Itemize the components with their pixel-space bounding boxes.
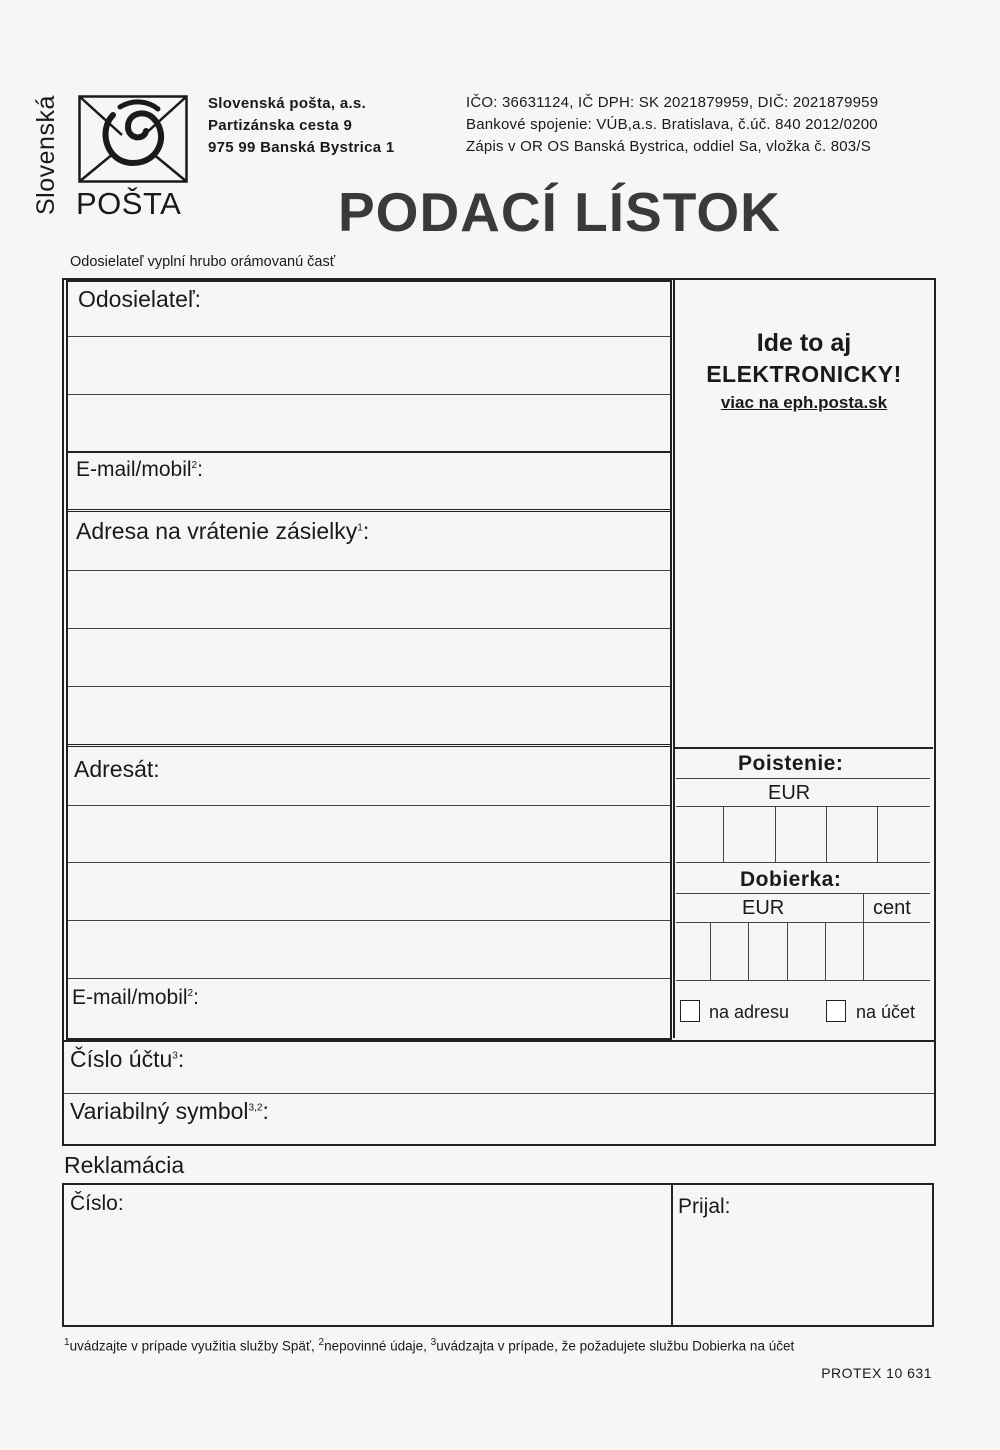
posthorn-logo-icon (78, 95, 188, 183)
company-address (208, 93, 395, 159)
complaint-heading: Reklamácia (64, 1152, 185, 1178)
cod-label: Dobierka: (740, 868, 842, 891)
sender-line-3 (68, 451, 670, 453)
fill-instruction: Odosielateľ vyplní hrubo orámovanú časť (70, 254, 336, 270)
cod-to-address-label: na adresu (709, 1002, 790, 1022)
return-line-1 (68, 570, 670, 571)
addressee-line-3 (68, 920, 670, 921)
complaint-box (62, 1183, 934, 1327)
promo-link[interactable]: viac na eph.posta.sk (720, 393, 888, 412)
cod-bottom-line (676, 980, 930, 981)
cod-cell-4 (825, 922, 826, 980)
cod-label-line (676, 893, 930, 894)
account-top-line (64, 1040, 934, 1042)
insurance-cell-1 (723, 806, 724, 862)
company-street: Partizánska cesta 9 (208, 117, 353, 134)
cod-to-account-checkbox[interactable] (826, 1000, 846, 1022)
cod-cents: cent (873, 897, 911, 919)
cod-to-address-checkbox[interactable] (680, 1000, 700, 1022)
footnotes: $^1$uvádzajte v prípade využitia služby Späť, $^2$nepovinné údaje, $^3$uvádzajta v prípade, že požadujete službu Dobierka na účet (64, 1337, 795, 1354)
cod-cell-1 (710, 922, 711, 980)
page-title: PODACÍ LÍSTOK (338, 181, 781, 243)
sender-line-1 (68, 336, 670, 337)
complaint-received-label: Prijal: (678, 1195, 731, 1218)
insurance-cell-4 (877, 806, 878, 862)
cod-to-account-label: na účet (856, 1002, 916, 1022)
return-line-2 (68, 628, 670, 629)
cod-cents-divider (863, 893, 864, 923)
cod-cell-3 (787, 922, 788, 980)
insurance-bottom-line (676, 862, 930, 863)
promo-line-2: ELEKTRONICKY! (706, 361, 902, 387)
sender-label: Odosielateľ: (78, 286, 202, 312)
company-name: Slovenská pošta, a.s. (208, 95, 367, 112)
sender-line-2 (68, 394, 670, 395)
company-city: 975 99 Banská Bystrica 1 (208, 139, 395, 156)
cod-currency: EUR (742, 897, 785, 919)
insurance-label-line (676, 778, 930, 779)
addressee-line-1 (68, 805, 670, 806)
promo-line-1: Ide to aj (756, 329, 852, 357)
account-bottom-line (64, 1093, 934, 1094)
addressee-line-4 (68, 978, 670, 979)
registration-line-1: IČO: 36631124, IČ DPH: SK 2021879959, DIČ: 2021879959 (466, 94, 879, 111)
account-label: Číslo účtu$^3$: (70, 1046, 185, 1072)
sender-email-line (68, 509, 670, 512)
addressee-line-2 (68, 862, 670, 863)
registration-info (466, 92, 878, 158)
form-code: PROTEX 10 631 (821, 1365, 932, 1381)
complaint-number-label: Číslo: (70, 1192, 124, 1215)
registration-line-2: Bankové spojenie: VÚB,a.s. Bratislava, č.úč. 840 2012/0200 (466, 116, 878, 133)
return-line-4 (68, 744, 670, 747)
brand-word: POŠTA (76, 186, 182, 221)
insurance-cell-2 (775, 806, 776, 862)
right-column-divider (673, 280, 675, 1038)
insurance-top-line (673, 747, 933, 749)
variable-symbol-label: Variabilný symbol$^{3,2}$: (70, 1098, 269, 1124)
cod-cell-2 (748, 922, 749, 980)
registration-line-3: Zápis v OR OS Banská Bystrica, oddiel Sa, vložka č. 803/S (466, 138, 871, 155)
complaint-divider (671, 1185, 673, 1325)
insurance-label: Poistenie: (738, 752, 844, 775)
cod-cell-5 (863, 922, 864, 980)
electronic-promo (676, 328, 932, 416)
insurance-currency-line (676, 806, 930, 807)
addressee-label: Adresát: (74, 756, 160, 782)
insurance-currency: EUR (768, 782, 811, 804)
return-line-3 (68, 686, 670, 687)
cod-currency-line (676, 922, 930, 923)
addressee-email-label: E-mail/mobil$^2$: (72, 986, 199, 1009)
sender-email-label: E-mail/mobil$^2$: (76, 458, 203, 481)
brand-vertical-text: Slovenská (32, 95, 60, 215)
return-address-label: Adresa na vrátenie zásielky$^1$: (76, 518, 370, 544)
insurance-cell-3 (826, 806, 827, 862)
